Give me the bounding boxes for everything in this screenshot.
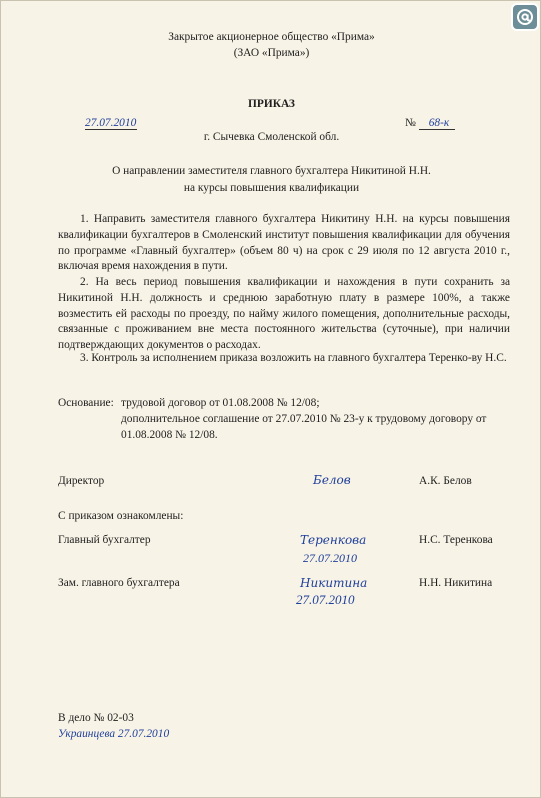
acquainted-label: С приказом ознакомлены: — [58, 510, 184, 522]
order-date — [85, 117, 137, 130]
director-signature: Белов — [313, 473, 351, 487]
number-sign: № — [405, 117, 416, 129]
order-number-value: 68-к — [419, 117, 455, 130]
at-sign-logo-icon — [511, 3, 539, 31]
director-name: А.К. Белов — [419, 475, 472, 487]
order-date-value: 27.07.2010 — [85, 117, 137, 129]
document-place: г. Сычевка Смоленской обл. — [203, 131, 340, 143]
deputy-name: Н.Н. Никитина — [419, 577, 493, 589]
chief-accountant-title: Главный бухгалтер — [58, 534, 151, 546]
file-note: В дело № 02-03 — [58, 712, 134, 724]
order-paragraph-2: 2. На весь период повышения квалификации и нахождения в пути сохранить за Никитиной Н.Н. должность и среднюю заработную плату в размере 100%, а также возместить ей расходы по проезду, по найму жилого помещения, дополнительные расходы, связанные с проживанием вне места постоянного жительства (суточные), при наличии подтверждающих документов о расходах. — [58, 276, 510, 352]
basis-line-2: дополнительное соглашение от 27.07.2010 № 23-у к трудовому договору от — [121, 413, 487, 425]
order-number — [405, 117, 455, 130]
org-name: Закрытое акционерное общество «Прима» — [168, 31, 375, 43]
subject-line-2: на курсы повышения квалификации — [183, 182, 360, 194]
chief-accountant-date: 27.07.2010 — [303, 551, 357, 565]
chief-accountant-name: Н.С. Теренкова — [419, 534, 493, 546]
director-title: Директор — [58, 475, 105, 487]
org-short-name: (ЗАО «Прима») — [233, 47, 310, 59]
subject-line-1: О направлении заместителя главного бухгалтера Никитиной Н.Н. — [112, 165, 431, 177]
basis-line-1: трудовой договор от 01.08.2008 № 12/08; — [121, 397, 320, 409]
deputy-title: Зам. главного бухгалтера — [58, 577, 180, 589]
basis-line-3: 01.08.2008 № 12/08. — [121, 429, 218, 441]
basis-label: Основание: — [58, 397, 114, 409]
order-paragraph-3: 3. Контроль за исполнением приказа возложить на главного бухгалтера Теренко-ву Н.С. — [80, 352, 507, 364]
order-paragraph-1: 1. Направить заместителя главного бухгалтера Никитину Н.Н. на курсы повышения квалификации бухгалтеров в Смоленский институт повышения квалификации для обучения по программе «Главный бухгалтер» (объем 80 ч) на срок с 29 июля по 12 августа 2010 г., включая время нахождения в пути. — [58, 213, 510, 273]
file-note-signature: Украинцева 27.07.2010 — [58, 728, 170, 740]
deputy-date: 27.07.2010 — [296, 592, 355, 607]
chief-accountant-signature: Теренкова — [300, 533, 367, 547]
deputy-signature: Никитина — [300, 576, 368, 590]
document-title: ПРИКАЗ — [248, 98, 295, 110]
